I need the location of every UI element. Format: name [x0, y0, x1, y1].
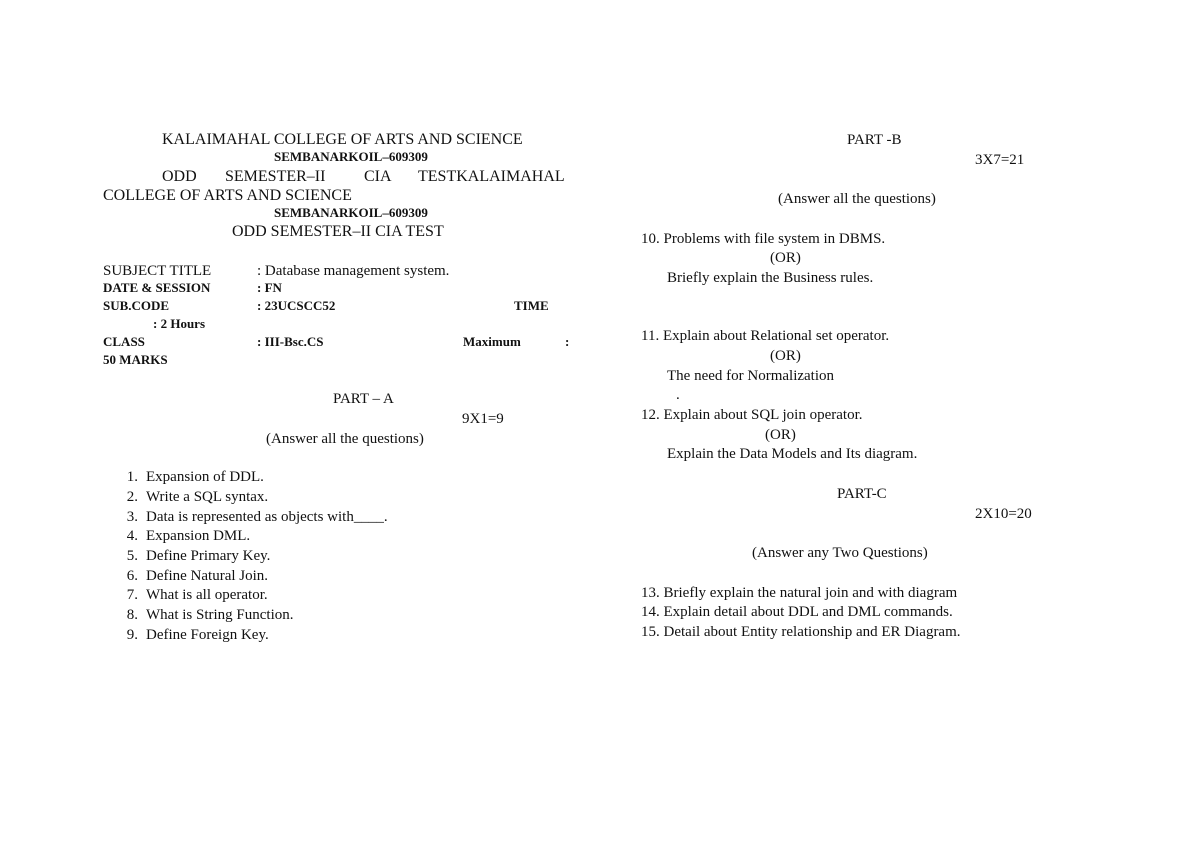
question-10-alternative: Briefly explain the Business rules. — [667, 270, 874, 286]
question-text: Define Natural Join. — [146, 568, 269, 584]
part-b-instruction: (Answer all the questions) — [778, 191, 936, 207]
question-15: 15. Detail about Entity relationship and ER Diagram. — [641, 624, 961, 640]
odd-label: ODD — [162, 168, 197, 185]
part-a-marks: 9X1=9 — [462, 411, 504, 427]
list-item — [112, 468, 264, 487]
maximum-colon: : — [565, 334, 570, 349]
question-12-or: (OR) — [765, 427, 796, 443]
date-session-label: DATE & SESSION — [103, 280, 211, 295]
question-number: 9. — [126, 627, 138, 643]
part-a-title: PART – A — [333, 391, 394, 407]
question-10: 10. Problems with file system in DBMS. — [641, 231, 886, 247]
question-number: 5. — [126, 548, 138, 564]
question-text: Define Primary Key. — [146, 548, 271, 564]
question-number: 7. — [126, 587, 138, 603]
list-item — [112, 527, 250, 546]
list-item — [112, 508, 388, 527]
test-college-label: TESTKALAIMAHAL — [418, 168, 565, 185]
time-label: TIME — [514, 298, 549, 313]
part-b-marks: 3X7=21 — [975, 152, 1025, 168]
question-text: Write a SQL syntax. — [146, 489, 269, 505]
question-number: 3. — [126, 509, 138, 525]
list-item — [112, 626, 269, 645]
question-12-alternative: Explain the Data Models and Its diagram. — [667, 446, 918, 462]
list-item — [112, 606, 294, 625]
part-b-title: PART -B — [847, 132, 902, 148]
subject-title-label: SUBJECT TITLE — [103, 263, 212, 279]
college-name: KALAIMAHAL COLLEGE OF ARTS AND SCIENCE — [162, 131, 523, 148]
question-11-stray-dot: . — [676, 387, 680, 403]
question-12: 12. Explain about SQL join operator. — [641, 407, 863, 423]
exam-title: ODD SEMESTER–II CIA TEST — [232, 223, 444, 240]
question-text: Data is represented as objects with____. — [146, 509, 388, 525]
part-c-instruction: (Answer any Two Questions) — [752, 545, 928, 561]
question-number: 4. — [126, 528, 138, 544]
class-value: : III-Bsc.CS — [257, 334, 324, 349]
question-text: Expansion DML. — [146, 528, 251, 544]
question-10-or: (OR) — [770, 250, 801, 266]
question-number: 2. — [126, 489, 138, 505]
question-text: What is all operator. — [146, 587, 268, 603]
list-item — [112, 567, 268, 586]
question-11: 11. Explain about Relational set operator. — [641, 328, 890, 344]
time-value: : 2 Hours — [153, 316, 205, 331]
list-item — [112, 488, 268, 507]
semester-label: SEMESTER–II — [225, 168, 326, 185]
question-13: 13. Briefly explain the natural join and with diagram — [641, 585, 958, 601]
part-a-instruction: (Answer all the questions) — [266, 431, 424, 447]
class-label: CLASS — [103, 334, 145, 349]
question-text: Expansion of DDL. — [146, 469, 264, 485]
cia-label: CIA — [364, 168, 392, 185]
subject-title-value: : Database management system. — [257, 263, 450, 279]
date-session-value: : FN — [257, 280, 282, 295]
college-place: SEMBANARKOIL–609309 — [274, 149, 428, 164]
subcode-value: : 23UCSCC52 — [257, 298, 336, 313]
question-number: 8. — [126, 607, 138, 623]
question-text: What is String Function. — [146, 607, 294, 623]
part-c-title: PART-C — [837, 486, 887, 502]
maximum-marks-value: 50 MARKS — [103, 352, 168, 367]
question-number: 6. — [126, 568, 138, 584]
question-number: 1. — [126, 469, 138, 485]
college-name-continued: COLLEGE OF ARTS AND SCIENCE — [103, 187, 352, 204]
question-11-or: (OR) — [770, 348, 801, 364]
question-text: Define Foreign Key. — [146, 627, 269, 643]
part-c-marks: 2X10=20 — [975, 506, 1032, 522]
college-place-repeat: SEMBANARKOIL–609309 — [274, 205, 428, 220]
list-item — [112, 586, 268, 605]
maximum-label: Maximum — [463, 334, 521, 349]
subcode-label: SUB.CODE — [103, 298, 170, 313]
list-item — [112, 547, 270, 566]
question-11-alternative: The need for Normalization — [667, 368, 835, 384]
question-14: 14. Explain detail about DDL and DML commands. — [641, 604, 953, 620]
